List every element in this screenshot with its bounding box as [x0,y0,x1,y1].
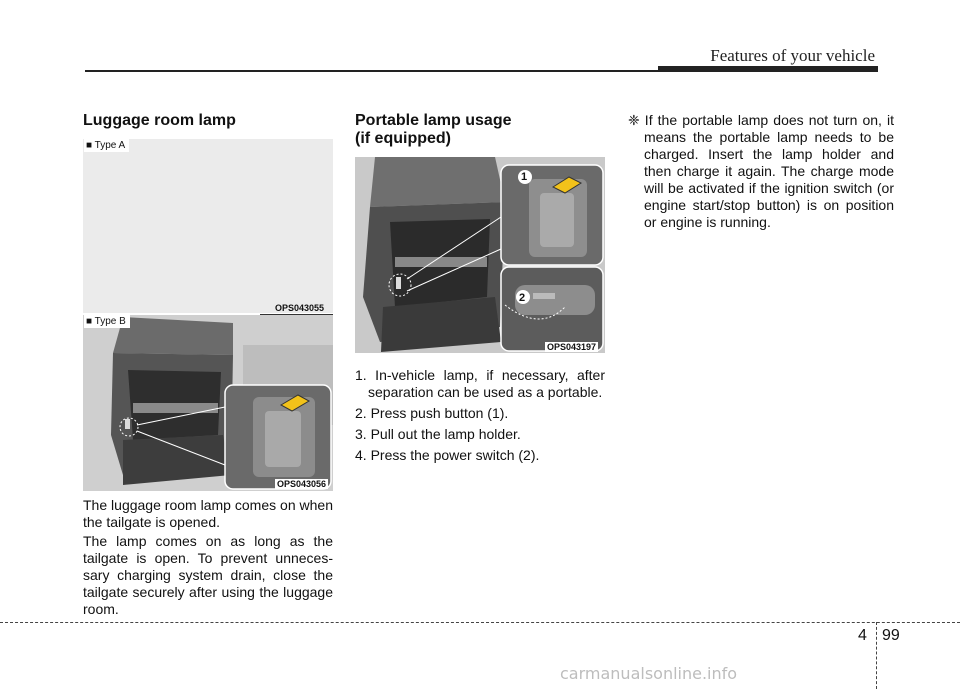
step-1: 1. In-vehicle lamp, if necessary, after separation can be used as a portable. [355,367,605,400]
header-accent-bar [658,66,878,72]
footer-dashed-divider [876,622,877,689]
portable-steps [355,367,605,468]
type-a-label: ■ Type A [84,139,129,152]
type-b-label: ■ Type B [84,315,130,328]
portable-lamp-image [355,157,605,353]
footer-dashed-rule [0,622,960,623]
type-a-image-code: OPS043055 [275,303,325,313]
step-2: 2. Press push button (1). [355,405,509,421]
portable-heading-line-2: (if equipped) [355,130,451,147]
luggage-heading: Luggage room lamp [83,112,236,129]
header-title: Features of your vehicle [710,46,875,65]
portable-image-code: OPS043197 [547,342,597,352]
callout-1: 1 [521,171,528,183]
charge-note: ❈ If the portable lamp does not turn on, it means the portable lamp needs to be charged. Insert the lamp holder and then charge it again. The charge mode will be activated if the ignition switch (or engine start/stop button) is on position or engine is running. [628,112,894,230]
callout-2: 2 [519,292,526,304]
step-4: 4. Press the power switch (2). [355,447,540,463]
type-b-image [83,315,333,491]
portable-heading-line-1: Portable lamp usage [355,112,512,129]
section-number: 4 [858,627,867,644]
portable-lamp-illustration [355,157,605,353]
page-number: 99 [882,627,900,644]
tailgate-illustration [83,315,333,491]
luggage-para-1: The luggage room lamp comes on when the tailgate is opened. [83,497,333,530]
type-b-image-code: OPS043056 [277,479,327,489]
type-a-image [83,139,333,313]
watermark: carmanualsonline.info [560,664,738,683]
step-3: 3. Pull out the lamp holder. [355,426,521,442]
luggage-para-2: The lamp comes on as long as the tailgate is open. To prevent unneces-sary charging system drain, close the tailgate securely after using the luggage room. [83,533,333,617]
